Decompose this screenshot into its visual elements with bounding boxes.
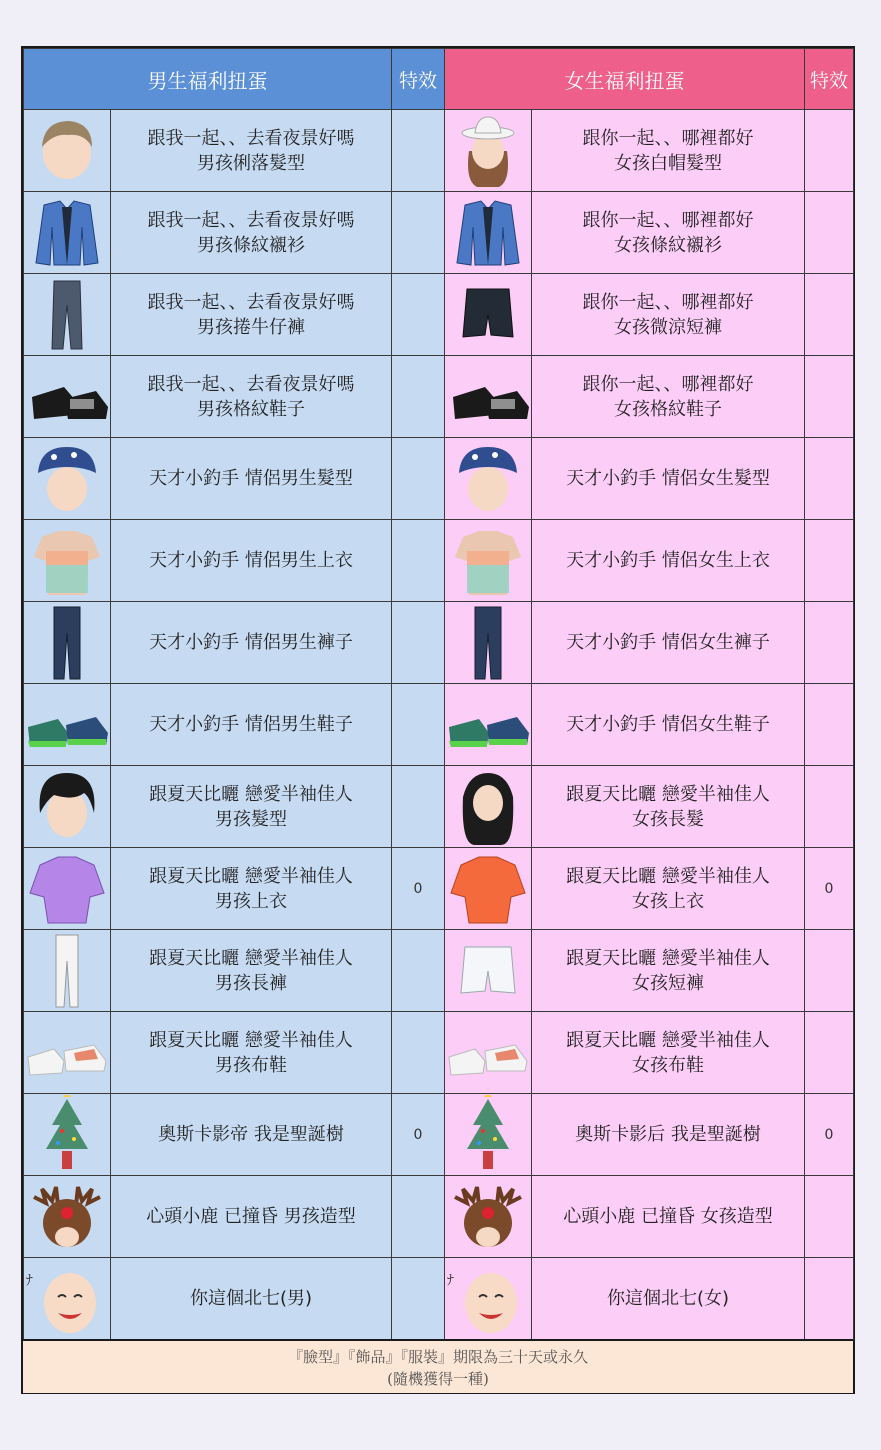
female-item-fx: 0 (805, 848, 854, 930)
svg-text:ﾅ: ﾅ (26, 1272, 33, 1289)
male-item-line1: 跟我一起、、去看夜景好嗎 (147, 127, 355, 149)
bald-face-icon (24, 1259, 110, 1339)
table-row (24, 520, 854, 602)
male-item-line1: 跟我一起、、去看夜景好嗎 (147, 373, 355, 395)
male-item-name (111, 602, 392, 684)
male-item-line2: 男孩長褲 (215, 972, 287, 994)
male-item-fx (392, 930, 445, 1012)
male-item-name (111, 438, 392, 520)
female-item-name (532, 1094, 805, 1176)
male-item-line2: 男孩條紋襯衫 (197, 234, 305, 256)
male-item-line1: 跟夏天比曬 戀愛半袖佳人 (149, 1029, 353, 1051)
female-item-line2: 女孩長髮 (632, 808, 704, 830)
female-item-line2: 女孩條紋襯衫 (614, 234, 722, 256)
canvas-shoes-icon (24, 1013, 110, 1093)
shoes-icon (24, 357, 110, 437)
female-item-thumb (445, 766, 532, 848)
female-item-fx (805, 520, 854, 602)
table-row (24, 766, 854, 848)
female-item-name (532, 1012, 805, 1094)
male-item-thumb (24, 110, 111, 192)
male-fx-header: 特效 (392, 49, 445, 110)
female-item-fx (805, 438, 854, 520)
male-item-line2: 男孩布鞋 (215, 1054, 287, 1076)
female-item-name (532, 192, 805, 274)
table-row (24, 1176, 854, 1258)
female-item-fx (805, 1012, 854, 1094)
female-item-line1: 心頭小鹿 已撞昏 女孩造型 (563, 1206, 773, 1227)
shirt-icon (445, 193, 531, 273)
bald-face-icon (445, 1259, 531, 1339)
female-item-fx (805, 274, 854, 356)
footer-note-line2: (隨機獲得一種) (387, 1370, 489, 1388)
male-item-name (111, 766, 392, 848)
female-item-fx (805, 192, 854, 274)
female-item-thumb (445, 930, 532, 1012)
male-item-name (111, 1258, 392, 1340)
male-item-fx (392, 520, 445, 602)
sneakers-icon (445, 685, 531, 765)
male-item-thumb (24, 274, 111, 356)
female-item-thumb (445, 520, 532, 602)
female-item-line1: 天才小釣手 情侶女生鞋子 (566, 714, 770, 735)
table-row (24, 274, 854, 356)
female-item-line1: 天才小釣手 情侶女生褲子 (566, 632, 770, 653)
female-item-name (532, 520, 805, 602)
female-item-name (532, 1176, 805, 1258)
gacha-table (23, 48, 854, 1340)
bucket-hat-icon (445, 439, 531, 519)
female-item-name (532, 930, 805, 1012)
female-item-line1: 跟夏天比曬 戀愛半袖佳人 (566, 1029, 770, 1051)
male-item-thumb (24, 438, 111, 520)
female-item-thumb (445, 110, 532, 192)
tshirt-icon (24, 521, 110, 601)
female-item-name (532, 766, 805, 848)
male-item-fx (392, 110, 445, 192)
female-item-thumb (445, 1012, 532, 1094)
male-item-thumb (24, 1094, 111, 1176)
male-item-fx (392, 1176, 445, 1258)
male-item-thumb (24, 848, 111, 930)
male-item-line1: 天才小釣手 情侶男生鞋子 (149, 714, 353, 735)
pants-icon (24, 275, 110, 355)
male-item-name (111, 356, 392, 438)
gacha-table-frame (21, 46, 855, 1394)
female-item-line1: 跟夏天比曬 戀愛半袖佳人 (566, 783, 770, 805)
male-item-fx (392, 438, 445, 520)
male-gacha-title: 男生福利扭蛋 (24, 49, 392, 110)
female-item-fx (805, 1176, 854, 1258)
table-row (24, 1012, 854, 1094)
female-item-thumb (445, 438, 532, 520)
female-item-thumb (445, 1176, 532, 1258)
female-item-thumb (445, 356, 532, 438)
table-row (24, 110, 854, 192)
tshirt-icon (445, 521, 531, 601)
male-item-fx: 0 (392, 1094, 445, 1176)
male-item-line1: 奧斯卡影帝 我是聖誕樹 (158, 1124, 344, 1145)
purple-shirt-icon (24, 849, 110, 929)
footer-note-line1: 『臉型』『飾品』『服裝』期限為三十天或永久 (287, 1348, 588, 1366)
female-item-line2: 女孩短褲 (632, 972, 704, 994)
female-item-fx (805, 110, 854, 192)
male-item-name (111, 274, 392, 356)
female-fx-header: 特效 (805, 49, 854, 110)
table-row (24, 684, 854, 766)
female-item-name (532, 274, 805, 356)
female-item-fx (805, 684, 854, 766)
male-item-line1: 天才小釣手 情侶男生上衣 (149, 550, 353, 571)
canvas-shoes-icon (445, 1013, 531, 1093)
male-item-thumb (24, 684, 111, 766)
male-item-line1: 心頭小鹿 已撞昏 男孩造型 (146, 1206, 356, 1227)
male-item-thumb (24, 1258, 111, 1340)
male-item-fx (392, 602, 445, 684)
female-item-fx (805, 766, 854, 848)
christmas-tree-icon (24, 1095, 110, 1175)
male-item-thumb (24, 356, 111, 438)
male-item-name (111, 684, 392, 766)
female-item-fx (805, 356, 854, 438)
hat-hair-icon (445, 111, 531, 191)
reindeer-icon (24, 1177, 110, 1257)
female-item-thumb (445, 1094, 532, 1176)
male-item-name (111, 1176, 392, 1258)
female-item-line1: 跟你一起、、哪裡都好 (582, 373, 754, 395)
jeans-icon (24, 603, 110, 683)
female-item-line1: 天才小釣手 情侶女生上衣 (566, 550, 770, 571)
male-item-name (111, 1012, 392, 1094)
table-row (24, 930, 854, 1012)
male-item-line2: 男孩俐落髮型 (197, 152, 305, 174)
male-item-thumb (24, 602, 111, 684)
female-item-line1: 跟你一起、、哪裡都好 (582, 127, 754, 149)
male-item-name (111, 110, 392, 192)
hair-icon (24, 111, 110, 191)
table-row (24, 848, 854, 930)
female-item-thumb (445, 684, 532, 766)
male-item-name (111, 192, 392, 274)
female-item-fx (805, 930, 854, 1012)
orange-shirt-icon (445, 849, 531, 929)
female-item-thumb (445, 848, 532, 930)
male-item-thumb (24, 766, 111, 848)
long-hair-icon (445, 767, 531, 847)
female-item-thumb (445, 192, 532, 274)
female-item-name (532, 848, 805, 930)
reindeer-icon (445, 1177, 531, 1257)
male-item-line1: 跟我一起、、去看夜景好嗎 (147, 209, 355, 231)
svg-text:ﾅ: ﾅ (447, 1272, 454, 1289)
female-item-name (532, 684, 805, 766)
female-item-line2: 女孩布鞋 (632, 1054, 704, 1076)
female-item-line1: 你這個北七(女) (606, 1288, 730, 1309)
table-row (24, 192, 854, 274)
male-item-name (111, 1094, 392, 1176)
male-item-name (111, 930, 392, 1012)
shirt-icon (24, 193, 110, 273)
male-item-thumb (24, 520, 111, 602)
male-item-thumb (24, 1012, 111, 1094)
male-item-name (111, 520, 392, 602)
female-item-name (532, 438, 805, 520)
male-item-line2: 男孩格紋鞋子 (197, 398, 305, 420)
table-row (24, 602, 854, 684)
female-item-name (532, 1258, 805, 1340)
male-item-line1: 天才小釣手 情侶男生髮型 (149, 468, 353, 489)
male-item-thumb (24, 1176, 111, 1258)
female-item-line1: 天才小釣手 情侶女生髮型 (566, 468, 770, 489)
female-item-fx: 0 (805, 1094, 854, 1176)
male-item-thumb (24, 192, 111, 274)
male-item-fx (392, 1258, 445, 1340)
female-item-name (532, 602, 805, 684)
female-item-line1: 奧斯卡影后 我是聖誕樹 (575, 1124, 761, 1145)
table-row (24, 1094, 854, 1176)
male-item-line2: 男孩上衣 (215, 890, 287, 912)
white-pants-icon (24, 931, 110, 1011)
male-item-line2: 男孩髮型 (215, 808, 287, 830)
male-item-fx (392, 1012, 445, 1094)
male-item-line1: 跟夏天比曬 戀愛半袖佳人 (149, 865, 353, 887)
female-item-name (532, 356, 805, 438)
male-item-fx (392, 274, 445, 356)
shorts-icon (445, 275, 531, 355)
female-item-thumb (445, 1258, 532, 1340)
shoes-icon (445, 357, 531, 437)
male-item-line1: 天才小釣手 情侶男生褲子 (149, 632, 353, 653)
female-item-line1: 跟你一起、、哪裡都好 (582, 291, 754, 313)
male-item-fx (392, 356, 445, 438)
male-item-fx (392, 684, 445, 766)
female-item-thumb (445, 602, 532, 684)
male-item-line2: 男孩捲牛仔褲 (197, 316, 305, 338)
male-item-name (111, 848, 392, 930)
female-item-line2: 女孩微涼短褲 (614, 316, 722, 338)
dark-hair-icon (24, 767, 110, 847)
female-item-line1: 跟夏天比曬 戀愛半袖佳人 (566, 865, 770, 887)
footer-note (23, 1339, 853, 1393)
female-item-fx (805, 1258, 854, 1340)
male-item-line1: 跟夏天比曬 戀愛半袖佳人 (149, 947, 353, 969)
male-item-fx (392, 766, 445, 848)
jeans-icon (445, 603, 531, 683)
male-item-line1: 跟夏天比曬 戀愛半袖佳人 (149, 783, 353, 805)
female-item-line2: 女孩白帽髮型 (614, 152, 722, 174)
table-row (24, 438, 854, 520)
female-gacha-title: 女生福利扭蛋 (445, 49, 805, 110)
bucket-hat-icon (24, 439, 110, 519)
male-item-line1: 你這個北七(男) (189, 1288, 313, 1309)
male-item-fx: 0 (392, 848, 445, 930)
female-item-thumb (445, 274, 532, 356)
sneakers-icon (24, 685, 110, 765)
male-item-line1: 跟我一起、、去看夜景好嗎 (147, 291, 355, 313)
female-item-line2: 女孩上衣 (632, 890, 704, 912)
table-row (24, 356, 854, 438)
female-item-name (532, 110, 805, 192)
table-row (24, 1258, 854, 1340)
female-item-line2: 女孩格紋鞋子 (614, 398, 722, 420)
male-item-fx (392, 192, 445, 274)
female-item-line1: 跟你一起、、哪裡都好 (582, 209, 754, 231)
male-item-thumb (24, 930, 111, 1012)
christmas-tree-icon (445, 1095, 531, 1175)
female-item-fx (805, 602, 854, 684)
white-shorts-icon (445, 931, 531, 1011)
female-item-line1: 跟夏天比曬 戀愛半袖佳人 (566, 947, 770, 969)
